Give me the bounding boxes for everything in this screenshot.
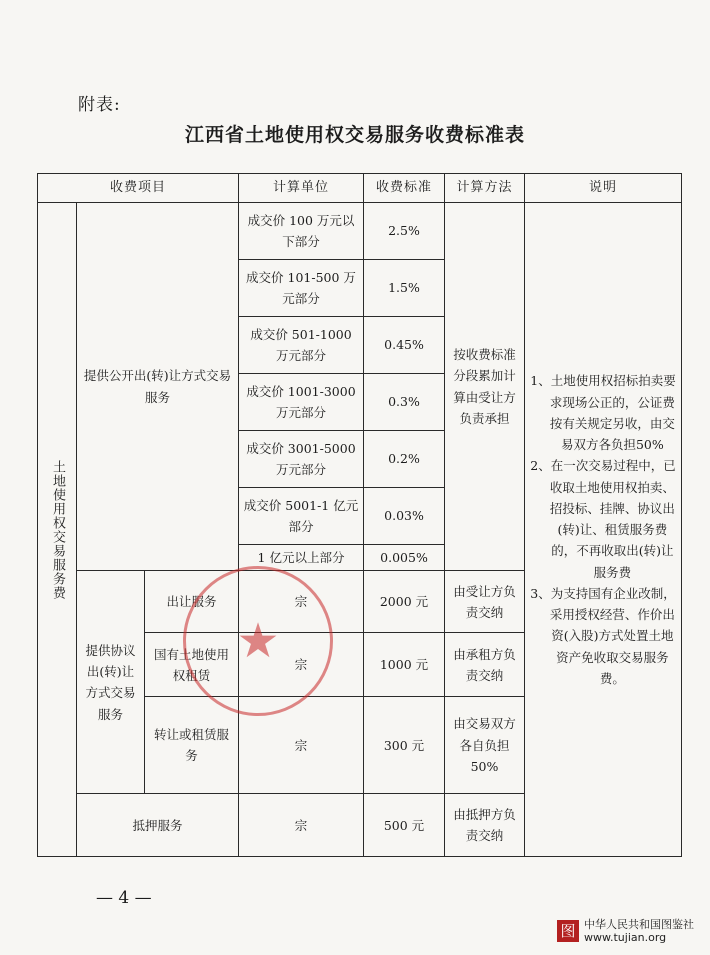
notes-cell — [525, 203, 682, 857]
rate-value: 0.03% — [364, 488, 445, 545]
note-item: 1、土地使用权招标拍卖要求现场公正的，公证费按有关规定另收，由交易双方各负担50% — [530, 373, 676, 452]
rate-unit: 成交价 3001-5000 万元部分 — [239, 431, 364, 488]
watermark-url: www.tujian.org — [584, 931, 667, 944]
rate-value: 0.2% — [364, 431, 445, 488]
agreement-method: 由交易双方各自负担50% — [445, 697, 525, 794]
public-method-cell: 按收费标准分段累加计算由受让方负责承担 — [445, 203, 525, 571]
fee-table — [37, 173, 682, 857]
agreement-method: 由受让方负责交纳 — [445, 571, 525, 633]
table-header-row — [38, 174, 682, 203]
tujian-logo-icon: 图 — [557, 920, 579, 942]
note-item: 3、为支持国有企业改制，采用授权经营、作价出资(入股)方式处置土地资产免收取交易服务费。 — [530, 585, 676, 686]
mortgage-rate: 500 元 — [364, 794, 445, 857]
page-title: 江西省土地使用权交易服务收费标准表 — [184, 124, 525, 146]
mortgage-item: 抵押服务 — [77, 794, 239, 857]
rate-value: 0.3% — [364, 374, 445, 431]
agreement-unit: 宗 — [239, 697, 364, 794]
page-number: — 4 — — [96, 888, 152, 908]
category-cell — [38, 203, 77, 857]
mortgage-unit: 宗 — [239, 794, 364, 857]
header-unit: 计算单位 — [239, 174, 364, 203]
rate-unit: 成交价 1001-3000 万元部分 — [239, 374, 364, 431]
agreement-unit: 宗 — [239, 633, 364, 697]
rate-unit: 成交价 501-1000 万元部分 — [239, 317, 364, 374]
rate-value: 0.005% — [364, 545, 445, 571]
rate-unit: 成交价 5001-1 亿元部分 — [239, 488, 364, 545]
agreement-rate: 2000 元 — [364, 571, 445, 633]
header-note: 说明 — [525, 174, 682, 203]
rate-unit: 成交价 100 万元以下部分 — [239, 203, 364, 260]
agreement-item: 国有土地使用权租赁 — [145, 633, 239, 697]
rate-value: 2.5% — [364, 203, 445, 260]
header-rate: 收费标准 — [364, 174, 445, 203]
rate-unit: 1 亿元以上部分 — [239, 545, 364, 571]
rate-value: 0.45% — [364, 317, 445, 374]
watermark — [557, 918, 694, 944]
appendix-label: 附表: — [78, 95, 121, 115]
rate-value: 1.5% — [364, 260, 445, 317]
public-service-cell: 提供公开出(转)让方式交易服务 — [77, 203, 239, 571]
agreement-rate: 300 元 — [364, 697, 445, 794]
agreement-method: 由承租方负责交纳 — [445, 633, 525, 697]
category-label: 土地使用权交易服务费 — [50, 459, 66, 600]
agreement-rate: 1000 元 — [364, 633, 445, 697]
agreement-unit: 宗 — [239, 571, 364, 633]
table-row — [38, 203, 682, 260]
header-method: 计算方法 — [445, 174, 525, 203]
agreement-item: 出让服务 — [145, 571, 239, 633]
note-item: 2、在一次交易过程中，已收取土地使用权拍卖、招投标、挂牌、协议出(转)让、租赁服务费的，不再收取出(转)让服务费 — [530, 458, 676, 580]
rate-unit: 成交价 101-500 万元部分 — [239, 260, 364, 317]
red-star-seal-icon: ★ — [183, 566, 333, 716]
agreement-service-cell: 提供协议出(转)让方式交易服务 — [77, 571, 145, 794]
header-item: 收费项目 — [38, 174, 239, 203]
agreement-item: 转让或租赁服务 — [145, 697, 239, 794]
mortgage-method: 由抵押方负责交纳 — [445, 794, 525, 857]
watermark-name: 中华人民共和国图鉴社 — [584, 918, 694, 931]
